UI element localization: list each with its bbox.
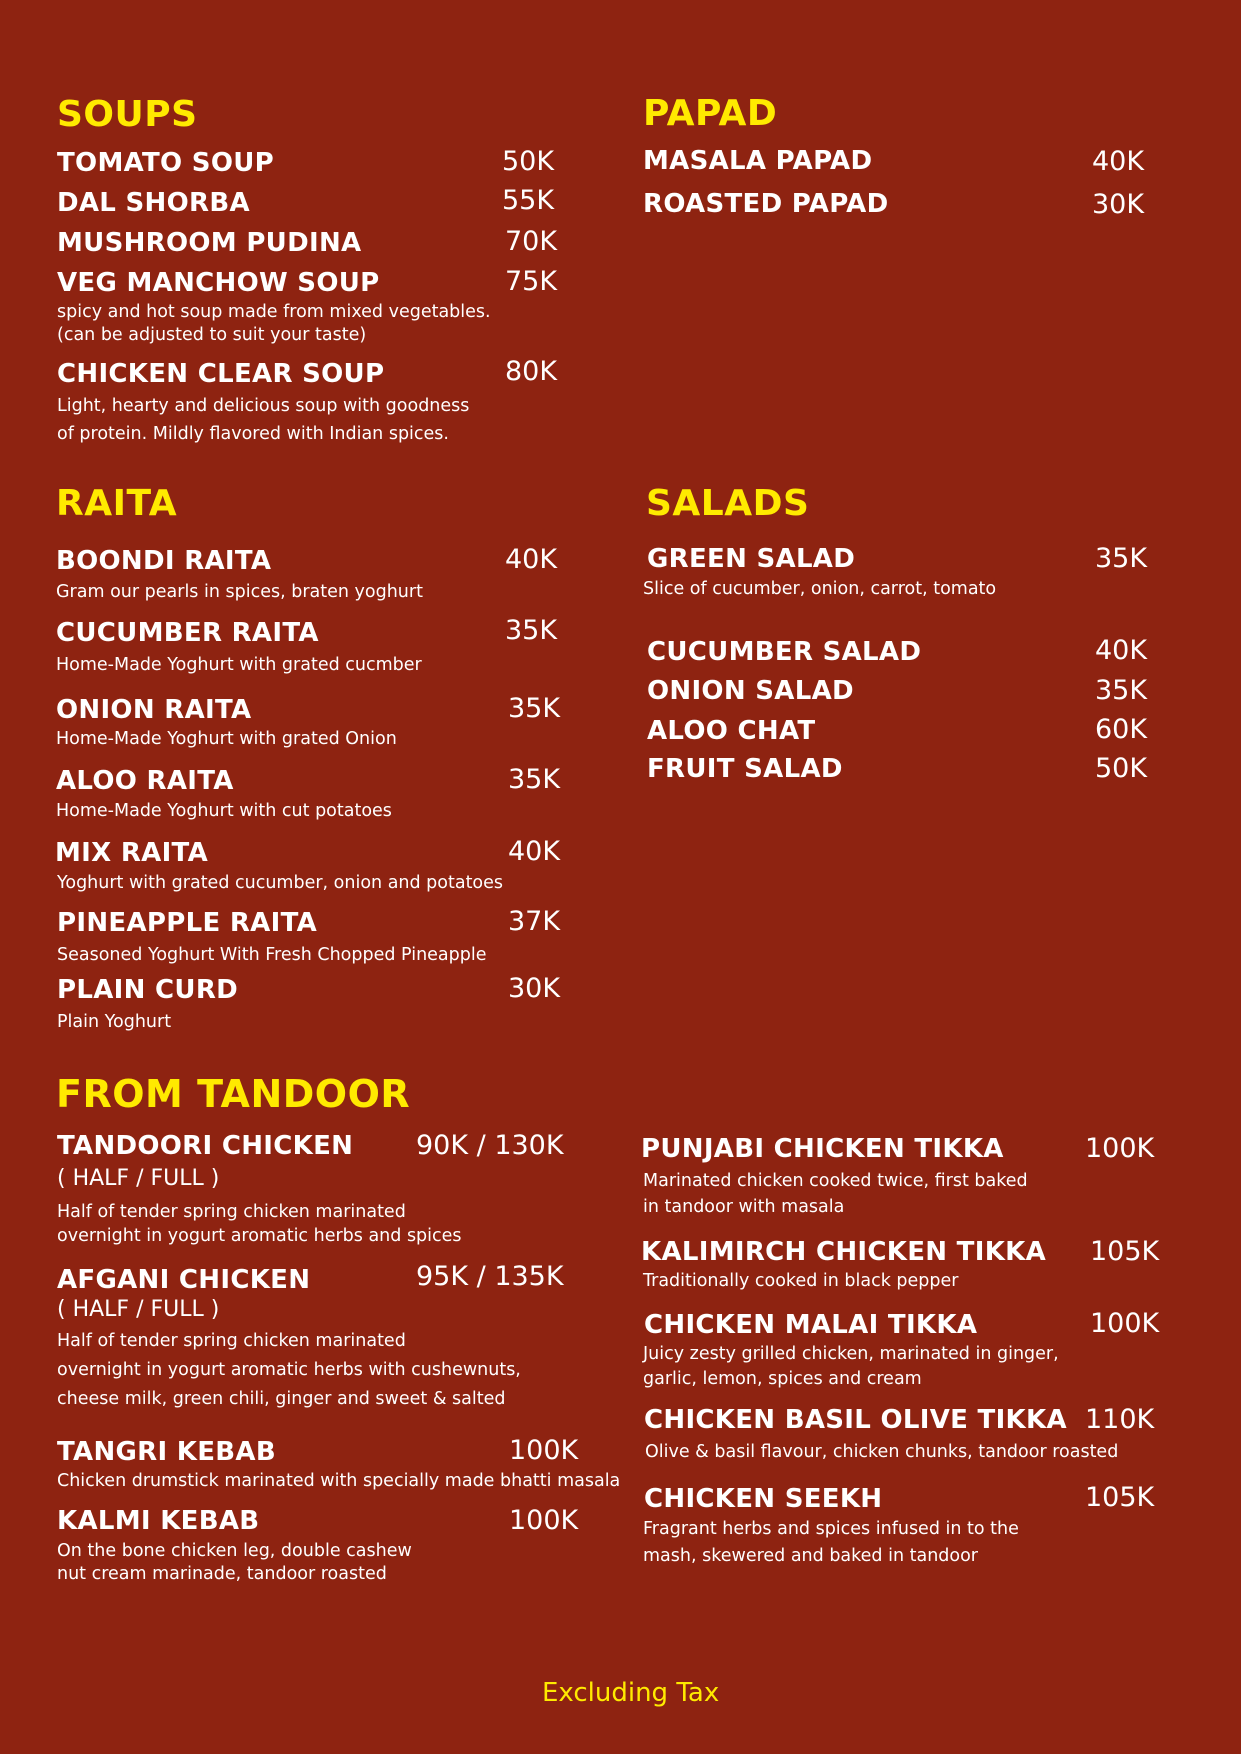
menu-item-price: 50K xyxy=(502,146,555,177)
menu-item-description: Yoghurt with grated cucumber, onion and potatoes xyxy=(57,873,504,893)
menu-item-name: GREEN SALAD xyxy=(647,544,856,574)
menu-item-price: 60K xyxy=(1095,714,1148,745)
menu-item-name: MIX RAITA xyxy=(55,838,208,868)
menu-item-name: ONION RAITA xyxy=(56,695,252,725)
menu-item-price: 100K xyxy=(1090,1308,1160,1339)
menu-item-price: 40K xyxy=(505,544,558,575)
portion-label: ( HALF / FULL ) xyxy=(57,1166,220,1191)
menu-item-name: MASALA PAPAD xyxy=(643,146,873,176)
menu-item-name: VEG MANCHOW SOUP xyxy=(57,268,380,298)
menu-item-description: Olive & basil flavour, chicken chunks, tandoor roasted xyxy=(645,1442,1119,1462)
menu-item-description: Marinated chicken cooked twice, first baked xyxy=(643,1171,1028,1191)
menu-item-name: TOMATO SOUP xyxy=(57,148,275,178)
menu-item-name: CUCUMBER RAITA xyxy=(56,618,319,648)
menu-item-description: Half of tender spring chicken marinated xyxy=(57,1331,406,1351)
menu-item-name: KALIMIRCH CHICKEN TIKKA xyxy=(641,1237,1047,1267)
menu-item-price: 75K xyxy=(505,266,558,297)
menu-item-description: garlic, lemon, spices and cream xyxy=(643,1369,922,1389)
menu-item-description: Home-Made Yoghurt with grated Onion xyxy=(56,729,397,749)
menu-item-description: On the bone chicken leg, double cashew xyxy=(57,1541,412,1561)
menu-item-price: 35K xyxy=(508,764,561,795)
menu-item-name: BOONDI RAITA xyxy=(56,546,272,576)
menu-item-price: 40K xyxy=(1092,146,1145,177)
menu-item-name: TANGRI KEBAB xyxy=(57,1437,276,1467)
menu-item-name: ONION SALAD xyxy=(647,676,854,706)
menu-item-description: nut cream marinade, tandoor roasted xyxy=(57,1564,387,1584)
menu-item-price: 55K xyxy=(502,185,555,216)
menu-item-description: Traditionally cooked in black pepper xyxy=(643,1271,959,1291)
menu-item-description: Plain Yoghurt xyxy=(57,1012,172,1032)
menu-item-name: ALOO CHAT xyxy=(647,716,816,746)
menu-item-price: 40K xyxy=(508,836,561,867)
menu-item-description: overnight in yogurt aromatic herbs and spices xyxy=(57,1226,462,1246)
menu-item-price: 100K xyxy=(509,1435,579,1466)
menu-item-price: 30K xyxy=(508,973,561,1004)
menu-item-description: Chicken drumstick marinated with specially made bhatti masala xyxy=(57,1471,621,1491)
menu-item-name: ALOO RAITA xyxy=(56,766,234,796)
menu-item-description: Slice of cucumber, onion, carrot, tomato xyxy=(643,579,997,599)
menu-item-price: 90K / 130K xyxy=(416,1130,564,1161)
menu-item-name: PINEAPPLE RAITA xyxy=(57,908,318,938)
menu-item-description: mash, skewered and baked in tandoor xyxy=(643,1546,979,1566)
menu-item-description: overnight in yogurt aromatic herbs with cushewnuts, xyxy=(57,1360,521,1380)
menu-item-name: CHICKEN MALAI TIKKA xyxy=(644,1310,978,1340)
menu-item-price: 35K xyxy=(1095,675,1148,706)
menu-item-description: Fragrant herbs and spices infused in to the xyxy=(643,1519,1019,1539)
section-title-salads: SALADS xyxy=(646,483,810,524)
menu-item-description: Home-Made Yoghurt with cut potatoes xyxy=(56,801,392,821)
menu-item-price: 35K xyxy=(505,615,558,646)
menu-item-price: 80K xyxy=(505,356,558,387)
menu-item-name: AFGANI CHICKEN xyxy=(57,1265,311,1295)
menu-item-price: 100K xyxy=(509,1505,579,1536)
menu-item-price: 70K xyxy=(505,226,558,257)
menu-item-description: cheese milk, green chili, ginger and sweet & salted xyxy=(57,1389,506,1409)
menu-item-name: PUNJABI CHICKEN TIKKA xyxy=(641,1134,1004,1164)
menu-item-name: CHICKEN SEEKH xyxy=(644,1484,883,1514)
menu-item-name: FRUIT SALAD xyxy=(647,754,843,784)
menu-item-name: TANDOORI CHICKEN xyxy=(57,1131,354,1161)
menu-item-description: in tandoor with masala xyxy=(643,1197,845,1217)
menu-item-name: CUCUMBER SALAD xyxy=(647,637,922,667)
menu-item-price: 37K xyxy=(508,906,561,937)
menu-item-description: Seasoned Yoghurt With Fresh Chopped Pineapple xyxy=(57,945,487,965)
menu-item-price: 100K xyxy=(1085,1133,1155,1164)
menu-item-description: Home-Made Yoghurt with grated cucmber xyxy=(56,655,422,675)
menu-item-price: 50K xyxy=(1095,753,1148,784)
menu-item-name: ROASTED PAPAD xyxy=(643,189,889,219)
menu-item-price: 30K xyxy=(1092,189,1145,220)
menu-item-description: Light, hearty and delicious soup with goodness xyxy=(57,396,470,416)
menu-item-price: 95K / 135K xyxy=(416,1261,564,1292)
menu-item-price: 40K xyxy=(1095,635,1148,666)
menu-item-price: 35K xyxy=(1095,543,1148,574)
menu-item-description: Gram our pearls in spices, braten yoghurt xyxy=(56,582,423,602)
menu-item-description: Half of tender spring chicken marinated xyxy=(57,1202,406,1222)
menu-item-price: 105K xyxy=(1085,1482,1155,1513)
section-title-soups: SOUPS xyxy=(57,94,198,135)
menu-item-description: Juicy zesty grilled chicken, marinated in ginger, xyxy=(643,1344,1059,1364)
section-title-papad: PAPAD xyxy=(643,93,778,134)
menu-item-name: CHICKEN BASIL OLIVE TIKKA xyxy=(644,1405,1067,1435)
menu-item-price: 105K xyxy=(1090,1236,1160,1267)
section-title-raita: RAITA xyxy=(56,483,178,524)
menu-item-name: PLAIN CURD xyxy=(57,975,239,1005)
menu-item-name: MUSHROOM PUDINA xyxy=(57,228,362,258)
menu-item-price: 110K xyxy=(1085,1404,1155,1435)
portion-label: ( HALF / FULL ) xyxy=(57,1297,220,1322)
menu-item-description: of protein. Mildly flavored with Indian spices. xyxy=(57,424,449,444)
menu-item-description: spicy and hot soup made from mixed vegetables. xyxy=(57,302,491,322)
section-title-tandoor: FROM TANDOOR xyxy=(56,1072,411,1116)
menu-item-price: 35K xyxy=(508,693,561,724)
tax-note: Excluding Tax xyxy=(542,1678,720,1708)
menu-item-name: KALMI KEBAB xyxy=(57,1506,260,1536)
menu-item-name: CHICKEN CLEAR SOUP xyxy=(57,359,385,389)
menu-item-name: DAL SHORBA xyxy=(57,188,250,218)
menu-item-description: (can be adjusted to suit your taste) xyxy=(57,325,367,345)
